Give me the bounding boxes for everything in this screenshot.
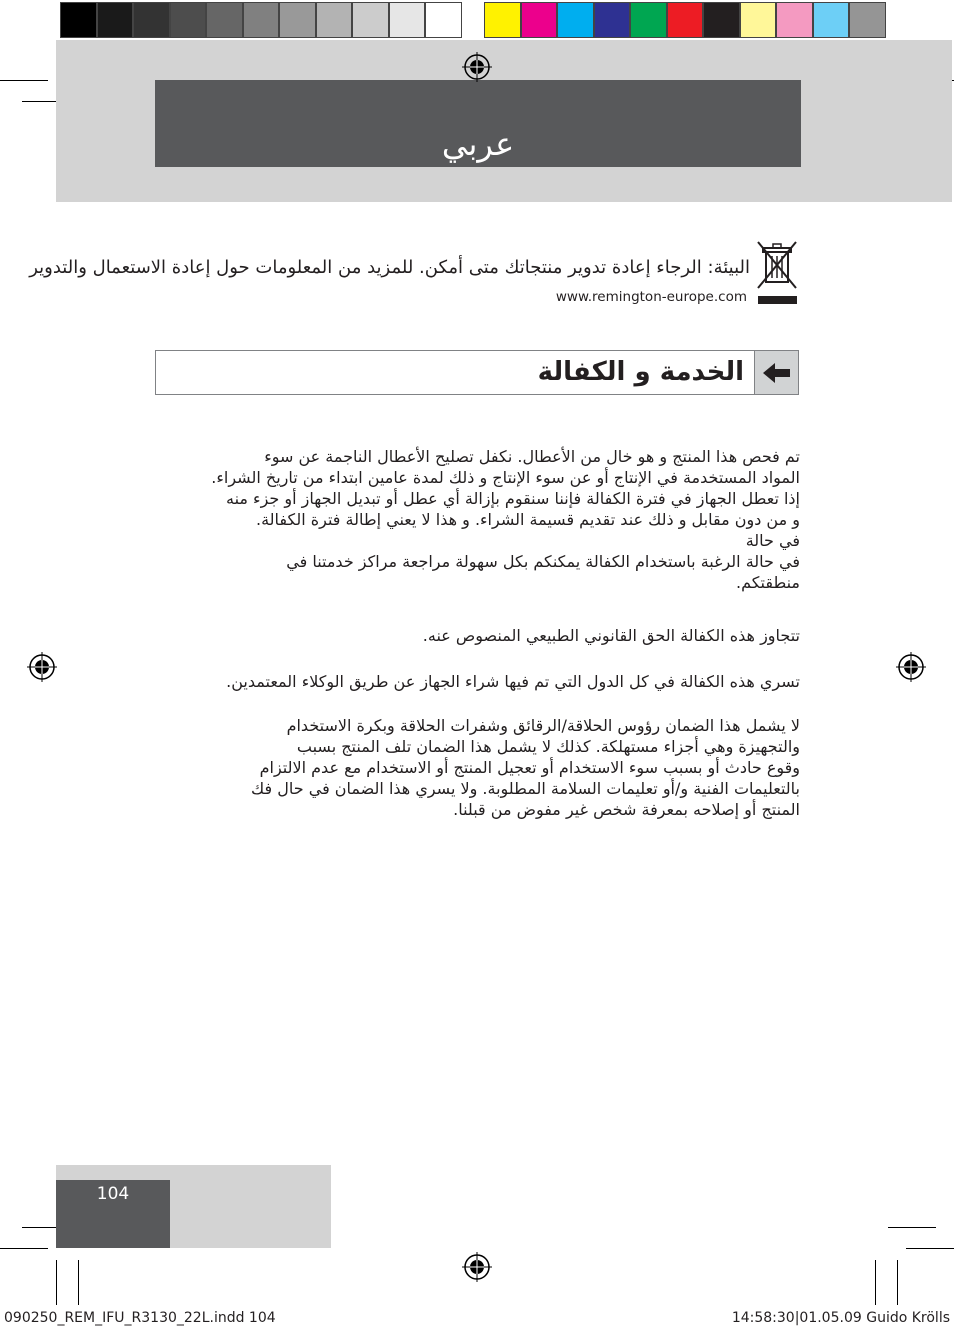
exclusions-paragraph xyxy=(158,715,800,820)
grayscale-swatch xyxy=(316,2,353,38)
registration-mark-icon xyxy=(462,52,492,82)
paragraph-line: المنتج أو إصلاحه بمعرفة شخص غير مفوض من قبلنا. xyxy=(453,800,800,819)
paragraph-line: تسري هذه الكفالة في كل الدول التي تم فيها شراء الجهاز عن طريق الوكلاء المعتمدين. xyxy=(226,672,800,691)
arrow-left-icon xyxy=(763,361,791,385)
grayscale-swatch xyxy=(97,2,134,38)
process-color-swatch xyxy=(557,2,594,38)
validity-paragraph xyxy=(158,671,800,692)
crop-mark xyxy=(906,1248,954,1249)
registration-mark-icon xyxy=(896,652,926,682)
registration-mark-icon xyxy=(462,1252,492,1282)
page-number: 104 xyxy=(96,1184,130,1204)
grayscale-swatch xyxy=(352,2,389,38)
statutory-rights-paragraph xyxy=(158,625,800,646)
crop-mark xyxy=(897,1260,898,1305)
grayscale-swatch xyxy=(389,2,426,38)
paragraph-line: تم فحص هذا المنتج و هو خال من الأعطال. نكفل تصليح الأعطال الناجمة عن سوء xyxy=(264,447,800,466)
paragraph-line: منطقتكم. xyxy=(735,573,800,592)
paragraph-line: المواد المستخدمة في الإنتاج أو عن سوء الإنتاج و ذلك لمدة عامين ابتداء من تاريخ الشراء. xyxy=(211,468,800,487)
grayscale-swatch xyxy=(279,2,316,38)
grayscale-swatch xyxy=(243,2,280,38)
grayscale-swatch xyxy=(206,2,243,38)
paragraph-line: في حالة xyxy=(745,531,800,550)
language-title: عربي xyxy=(441,125,515,163)
crop-mark xyxy=(56,1260,57,1305)
paragraph-line: تتجاوز هذه الكفالة الحق القانوني الطبيعي المنصوص عنه. xyxy=(422,626,800,645)
crossed-bin-icon xyxy=(756,240,798,290)
paragraph-line: والتجهيزة وهي أجزاء مستهلكة. كذلك لا يشمل هذا الضمان تلف المنتج بسبب xyxy=(296,737,800,756)
section-title: الخدمة و الكفالة xyxy=(537,357,744,387)
paragraph-line: وقوع حادث أو بسبب سوء الاستخدام أو تعجيل المنتج أو الاستخدام مع عدم الالتزام xyxy=(259,758,800,777)
process-color-swatch xyxy=(484,2,521,38)
process-color-swatch xyxy=(813,2,850,38)
footer-timestamp: 14:58:30|01.05.09 Guido Krölls xyxy=(731,1310,950,1326)
footer-file-info: 090250_REM_IFU_R3130_22L.indd 104 xyxy=(4,1310,276,1326)
paragraph-line: بالتعليمات الفنية و/أو تعليمات السلامة المطلوبة. ولا يسري هذا الضمان في حال فك xyxy=(251,779,800,798)
website-link[interactable]: www.remington-europe.com xyxy=(555,289,747,305)
warranty-paragraph xyxy=(158,446,800,593)
process-color-swatch xyxy=(703,2,740,38)
paragraph-line: لا يشمل هذا الضمان رؤوس الحلاقة/الرقائق وشفرات الحلاقة وبكرة الاستخدام xyxy=(286,716,800,735)
recycling-notice: البيئة: الرجاء إعادة تدوير منتجاتك متى أمكن. للمزيد من المعلومات حول إعادة الاستعمال والتدوير xyxy=(29,257,750,278)
process-color-swatch xyxy=(776,2,813,38)
process-color-swatch xyxy=(521,2,558,38)
crop-mark xyxy=(0,80,48,81)
paragraph-line: و من دون مقابل و ذلك عند تقديم قسيمة الشراء. و هذا لا يعني إطالة فترة الكفالة. xyxy=(256,510,800,529)
process-color-swatch xyxy=(630,2,667,38)
crop-mark xyxy=(888,1227,936,1228)
crop-mark xyxy=(78,1260,79,1305)
process-color-swatch xyxy=(667,2,704,38)
weee-bar xyxy=(758,296,797,304)
registration-mark-icon xyxy=(27,652,57,682)
section-arrow-box xyxy=(754,350,799,395)
paragraph-line: في حالة الرغبة باستخدام الكفالة يمكنكم بكل سهولة مراجعة مراكز خدمتنا في xyxy=(286,552,800,571)
grayscale-swatch xyxy=(425,2,462,38)
paragraph-line: إذا تعطل الجهاز في فترة الكفالة فإننا سنقوم بإزالة أي عطل أو تبديل الجهاز أو جزء منه xyxy=(225,489,800,508)
grayscale-swatch xyxy=(60,2,97,38)
process-color-swatch xyxy=(740,2,777,38)
crop-mark xyxy=(875,1260,876,1305)
process-color-swatch xyxy=(849,2,886,38)
grayscale-swatch xyxy=(133,2,170,38)
process-color-swatch xyxy=(594,2,631,38)
grayscale-swatch xyxy=(170,2,207,38)
crop-mark xyxy=(0,1248,48,1249)
